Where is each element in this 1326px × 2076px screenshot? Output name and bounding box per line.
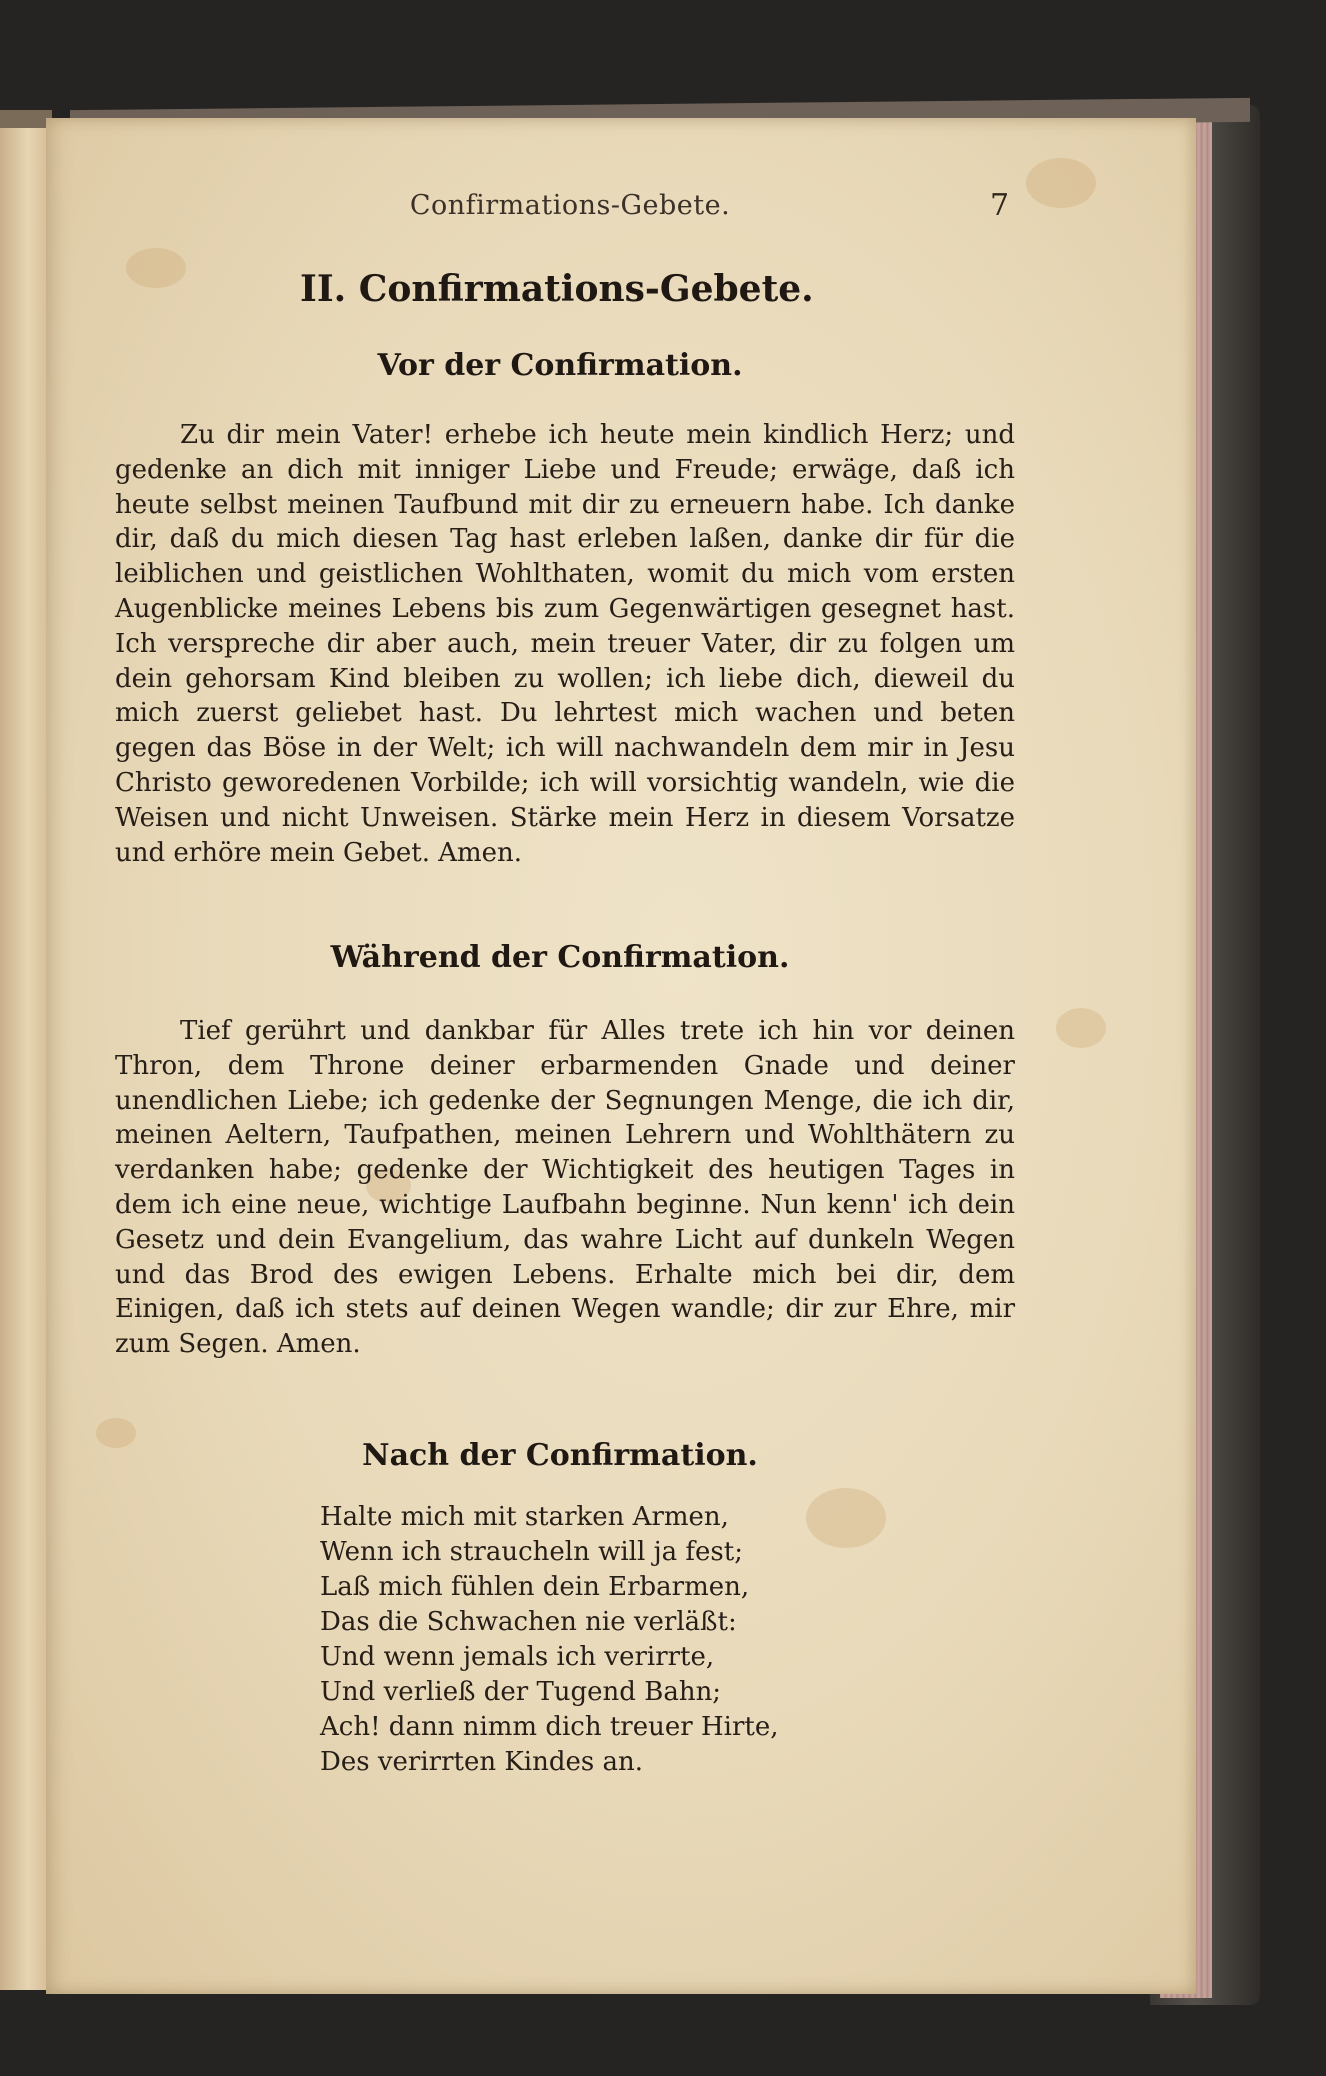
foxing-stain bbox=[1056, 1008, 1106, 1048]
foxing-stain bbox=[96, 1418, 136, 1448]
foxing-stain bbox=[1026, 158, 1096, 208]
chapter-title: II. Confirmations-Gebete. bbox=[300, 268, 814, 310]
verse-line: Ach! dann nimm dich treuer Hirte, bbox=[320, 1712, 779, 1742]
section-text: Zu dir mein Vater! erhebe ich heute mein kindlich Herz; und gedenke an dich mit inniger Liebe und Freude; erwäge, daß ich heute selbst meinen Taufbund mit dir zu erneuern habe. Ich danke dir, daß du mich diesen Tag hast erleben laßen, danke dir für die leiblichen und geistlichen Wohlthaten, womit du mich vom ersten Augenblicke meines Lebens bis zum Gegenwärtigen gesegnet hast. Ich verspreche dir aber auch, mein treuer Vater, dir zu folgen um dein gehorsam Kind bleiben zu wollen; ich liebe dich, dieweil du mich zuerst geliebet hast. Du lehrtest mich wachen und beten gegen das Böse in der Welt; ich will nachwandeln dem mir in Jesu Christo geworedenen Vorbilde; ich will vorsichtig wandeln, wie die Weisen und nicht Unweisen. Stärke mein Herz in diesem Vorsatze und erhöre mein Gebet. Amen. bbox=[115, 420, 1015, 868]
verse-line: Halte mich mit starken Armen, bbox=[320, 1502, 729, 1532]
verse-line: Und wenn jemals ich verirrte, bbox=[320, 1642, 715, 1672]
section-heading: Vor der Confirmation. bbox=[377, 348, 743, 383]
verse-line: Des verirrten Kindes an. bbox=[320, 1747, 643, 1777]
verse-line: Laß mich fühlen dein Erbarmen, bbox=[320, 1572, 750, 1602]
foxing-stain bbox=[126, 248, 186, 288]
verse-line: Und verließ der Tugend Bahn; bbox=[320, 1677, 722, 1707]
verse-line: Wenn ich straucheln will ja fest; bbox=[320, 1537, 743, 1567]
section-heading: Während der Confirmation. bbox=[330, 940, 790, 975]
verse-line: Das die Schwachen nie verläßt: bbox=[320, 1607, 737, 1637]
page-number: 7 bbox=[990, 188, 1010, 223]
section-heading: Nach der Confirmation. bbox=[362, 1438, 758, 1473]
section-text: Tief gerührt und dankbar für Alles trete ich hin vor deinen Thron, dem Throne deiner erbarmenden Gnade und deiner unendlichen Liebe; ich gedenke der Segnungen Menge, die ich dir, meinen Aeltern, Taufpathen, meinen Lehrern und Wohlthätern zu verdanken habe; gedenke der Wichtigkeit des heutigen Tages in dem ich eine neue, wichtige Laufbahn beginne. Nun kenn' ich dein Gesetz und dein Evangelium, das wahre Licht auf dunkeln Wegen und das Brod des ewigen Lebens. Erhalte mich bei dir, dem Einigen, daß ich stets auf deinen Wegen wandle; dir zur Ehre, mir zum Segen. Amen. bbox=[115, 1016, 1015, 1360]
left-page-edge bbox=[0, 128, 47, 1990]
verse-block bbox=[320, 1500, 880, 1780]
running-head: Confirmations-Gebete. bbox=[409, 190, 731, 221]
